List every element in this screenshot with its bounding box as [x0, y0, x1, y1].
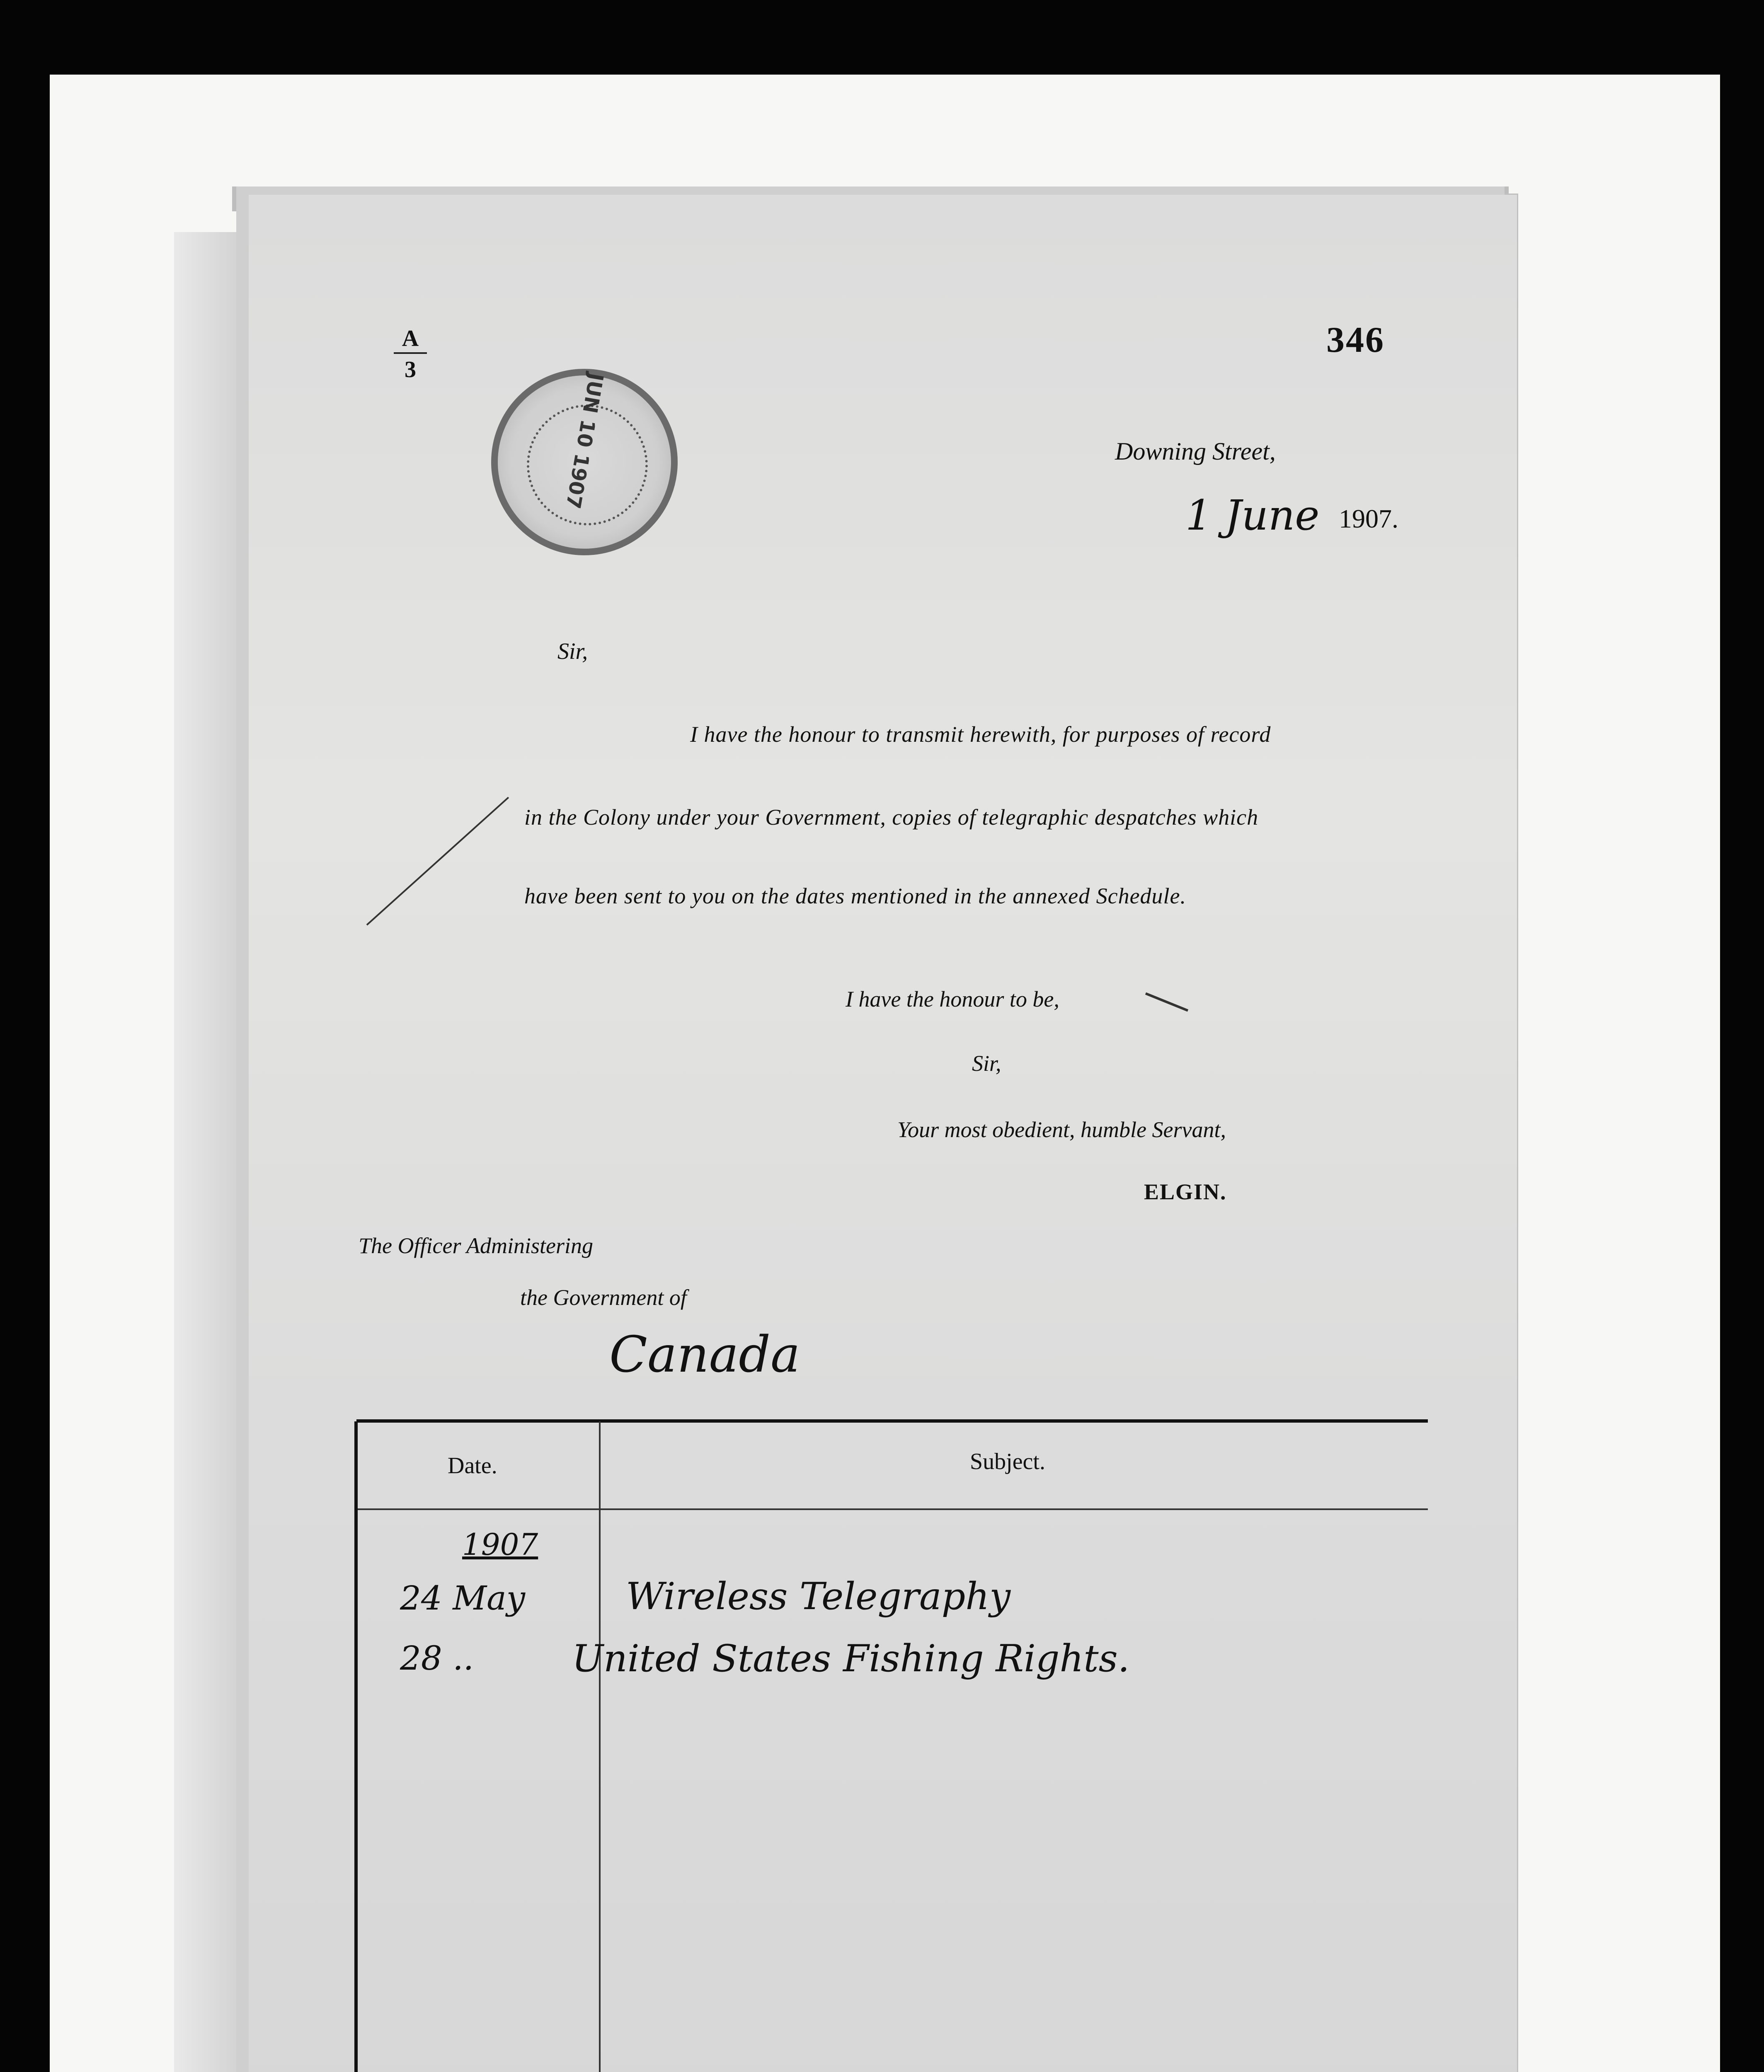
salutation: Sir, — [557, 639, 588, 664]
addressee-line-2: the Government of — [520, 1285, 687, 1310]
document-sheet — [249, 195, 1517, 2072]
body-line-3: have been sent to you on the dates mentioned in the annexed Schedule. — [524, 884, 1187, 908]
sender-address: Downing Street, — [1115, 438, 1276, 465]
body-line-1: I have the honour to transmit herewith, for purposes of record — [690, 722, 1271, 747]
schedule-row-date: 24 May — [400, 1579, 526, 1617]
received-stamp — [491, 369, 678, 555]
schedule-row-subject: Wireless Telegraphy — [626, 1575, 1011, 1618]
closing-line-2: Sir, — [972, 1051, 1001, 1076]
closing-line-3: Your most obedient, humble Servant, — [897, 1117, 1226, 1142]
schedule-header-rule — [356, 1508, 1428, 1510]
schedule-column-rule — [599, 1421, 601, 2072]
sheet-edge — [174, 232, 240, 2072]
reference-letter: A — [402, 326, 419, 351]
addressee-colony: Canada — [609, 1326, 800, 1384]
addressee-line-1: The Officer Administering — [359, 1233, 593, 1258]
schedule-year: 1907 — [462, 1527, 538, 1562]
stamp-date: JUN 10 1907 — [561, 371, 608, 511]
closing-line-1: I have the honour to be, — [846, 987, 1059, 1012]
schedule-row-date: 28 .. — [400, 1639, 474, 1677]
schedule-left-rule — [354, 1421, 358, 2072]
signer-name: ELGIN. — [1144, 1179, 1227, 1204]
folio-number: 346 — [1326, 320, 1385, 360]
reference-divider — [394, 352, 427, 354]
reference-number: 3 — [405, 357, 416, 382]
letter-date-year: 1907. — [1339, 504, 1398, 533]
body-line-2: in the Colony under your Government, copies of telegraphic despatches which — [524, 805, 1259, 830]
schedule-header-subject: Subject. — [970, 1449, 1045, 1474]
schedule-row-subject: United States Fishing Rights. — [572, 1637, 1130, 1680]
schedule-header-date: Date. — [448, 1453, 497, 1479]
schedule-top-rule — [356, 1419, 1428, 1423]
letter-date-handwritten: 1 June — [1185, 491, 1320, 540]
